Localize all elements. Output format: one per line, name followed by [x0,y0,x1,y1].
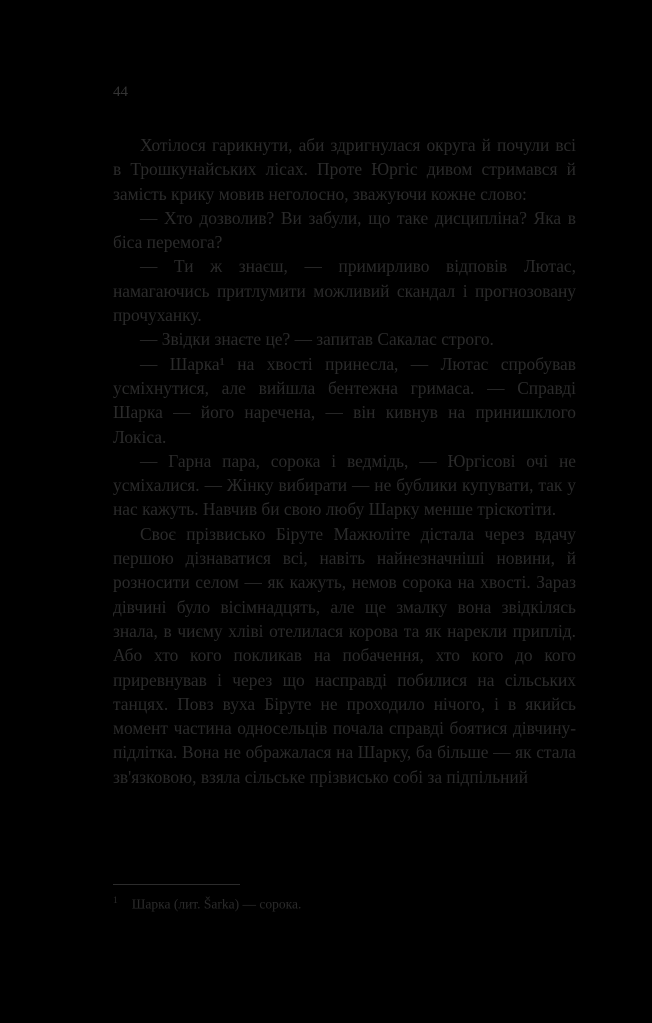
footnote-text: Шарка (лит. Šarka) — сорока. [131,896,302,912]
footnote-divider [113,884,240,885]
text-block [113,133,576,789]
paragraph: Хотілося гарикнути, аби здригнулася округа й почули всі в Трошкунайських лісах. Проте Юргіс дивом стримався й замість крику мовив неголосно, зважуючи кожне слово: [113,135,576,204]
paragraph: Своє прізвисько Біруте Мажюліте дістала через вдачу першою дізнаватися всі, навіть найнезначніші новини, й розносити селом — як кажуть, немов сорока на хвості. Зараз дівчині було вісімнадцять, але ще змалку вона звідкілясь знала, в чиєму хліві отелилася корова та як нарекли приплід. Або хто кого покликав на побачення, хто кого до кого приревнував і через що насправді побилися на сільських танцях. Повз вуха Біруте не проходило нічого, і в якийсь момент частина односельців почала справді боятися дівчину-підлітка. Вона не ображалася на Шарку, ба більше — як стала зв'язковою, взяла сільське прізвисько собі за підпільний [113,523,576,787]
footnote [113,893,576,913]
footnote-marker: 1 [113,896,118,906]
paragraph-dialogue: — Шарка¹ на хвості принесла, — Лютас спробував усміхнутися, але вийшла бентежна гримаса. — Справді Шарка — його наречена, — він кивнув на принишклого Локіса. [113,353,576,447]
paragraph-dialogue: — Хто дозволив? Ви забули, що таке дисципліна? Яка в біса перемога? [113,207,576,253]
paragraph-dialogue: — Гарна пара, сорока і ведмідь, — Юргісові очі не усміхалися. — Жінку вибирати — не бублики купувати, так у нас кажуть. Навчив би свою любу Шарку менше тріскотіти. [113,450,576,520]
page-number: 44 [113,84,128,100]
paragraph-dialogue: — Звідки знаєте це? — запитав Сакалас строго. [140,329,494,350]
paragraph-dialogue: — Ти ж знаєш, — примирливо відповів Лютас, намагаючись притлумити можливий скандал і прогнозовану прочуханку. [113,256,576,326]
